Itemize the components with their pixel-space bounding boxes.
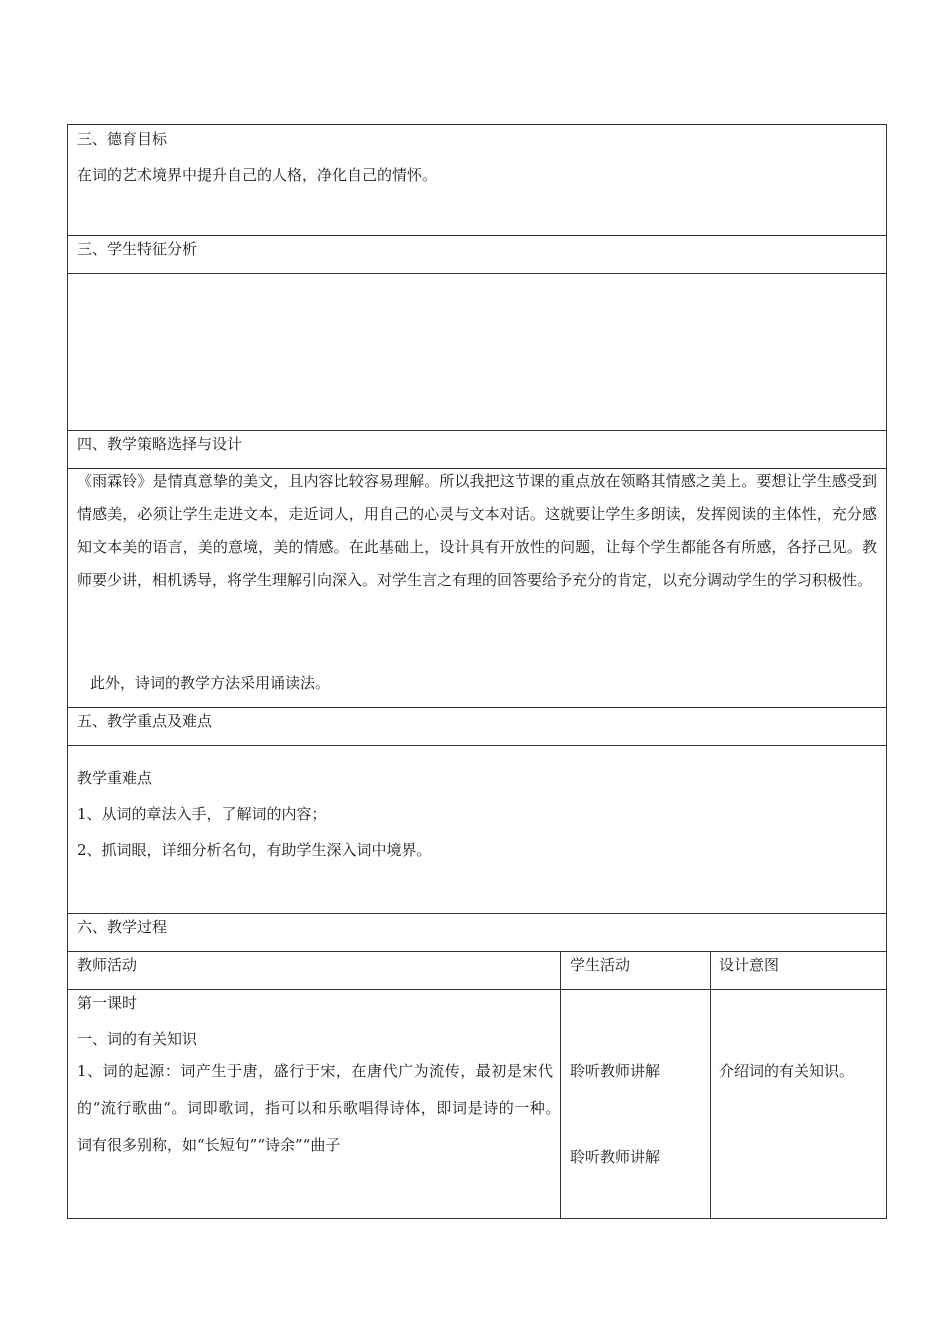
row-divider bbox=[68, 745, 886, 746]
row-divider bbox=[68, 273, 886, 274]
column-header-student: 学生活动 bbox=[570, 956, 631, 974]
row-divider bbox=[68, 951, 886, 952]
section-heading-process: 六、教学过程 bbox=[77, 918, 168, 936]
column-divider bbox=[560, 951, 561, 1219]
section-heading-student-analysis: 三、学生特征分析 bbox=[77, 240, 198, 258]
column-divider bbox=[710, 951, 711, 1219]
row-divider bbox=[68, 989, 886, 990]
key-points-subheading: 教学重难点 bbox=[77, 769, 153, 787]
section-heading-moral: 三、德育目标 bbox=[77, 130, 168, 148]
topic-label: 一、词的有关知识 bbox=[77, 1030, 198, 1048]
column-header-intent: 设计意图 bbox=[719, 956, 780, 974]
row-divider bbox=[68, 913, 886, 914]
moral-goal-text: 在词的艺术境界中提升自己的人格，净化自己的情怀。 bbox=[77, 166, 438, 184]
lesson-label: 第一课时 bbox=[77, 994, 138, 1012]
student-activity: 聆听教师讲解 bbox=[570, 1148, 661, 1166]
strategy-paragraph-2: 此外，诗词的教学方法采用诵读法。 bbox=[90, 674, 331, 692]
column-header-teacher: 教师活动 bbox=[77, 956, 138, 974]
row-divider bbox=[68, 235, 886, 236]
key-point-item: 1、从词的章法入手，了解词的内容； bbox=[77, 805, 327, 823]
row-divider bbox=[68, 430, 886, 431]
section-heading-key-points: 五、教学重点及难点 bbox=[77, 712, 213, 730]
section-heading-strategy: 四、教学策略选择与设计 bbox=[77, 435, 243, 453]
lesson-plan-table bbox=[67, 124, 887, 1219]
key-point-item: 2、抓词眼，详细分析名句，有助学生深入词中境界。 bbox=[77, 841, 432, 859]
teacher-activity-text: 1、词的起源：词产生于唐，盛行于宋，在唐代广为流传，最初是宋代的“流行歌曲“。词即歌词，指可以和乐歌唱得诗体，即词是诗的一种。 词有很多别称，如“长短句”“诗余”“曲子 bbox=[77, 1062, 573, 1154]
strategy-paragraph: 《雨霖铃》是情真意挚的美文，且内容比较容易理解。所以我把这节课的重点放在领略其情感之美上。要想让学生感受到情感美，必须让学生走进文本，走近词人，用自己的心灵与文本对话。这就要让学生多朗读，发挥阅读的主体性，充分感知文本美的语言，美的意境，美的情感。在此基础上，设计具有开放性的问题，让每个学生都能各有所感，各抒己见。教师要少讲，相机诱导，将学生理解引向深入。对学生言之有理的回答要给予充分的肯定，以充分调动学生的学习积极性。 bbox=[77, 472, 877, 589]
design-intent: 介绍词的有关知识。 bbox=[719, 1062, 855, 1080]
student-activity: 聆听教师讲解 bbox=[570, 1062, 661, 1080]
row-divider bbox=[68, 707, 886, 708]
